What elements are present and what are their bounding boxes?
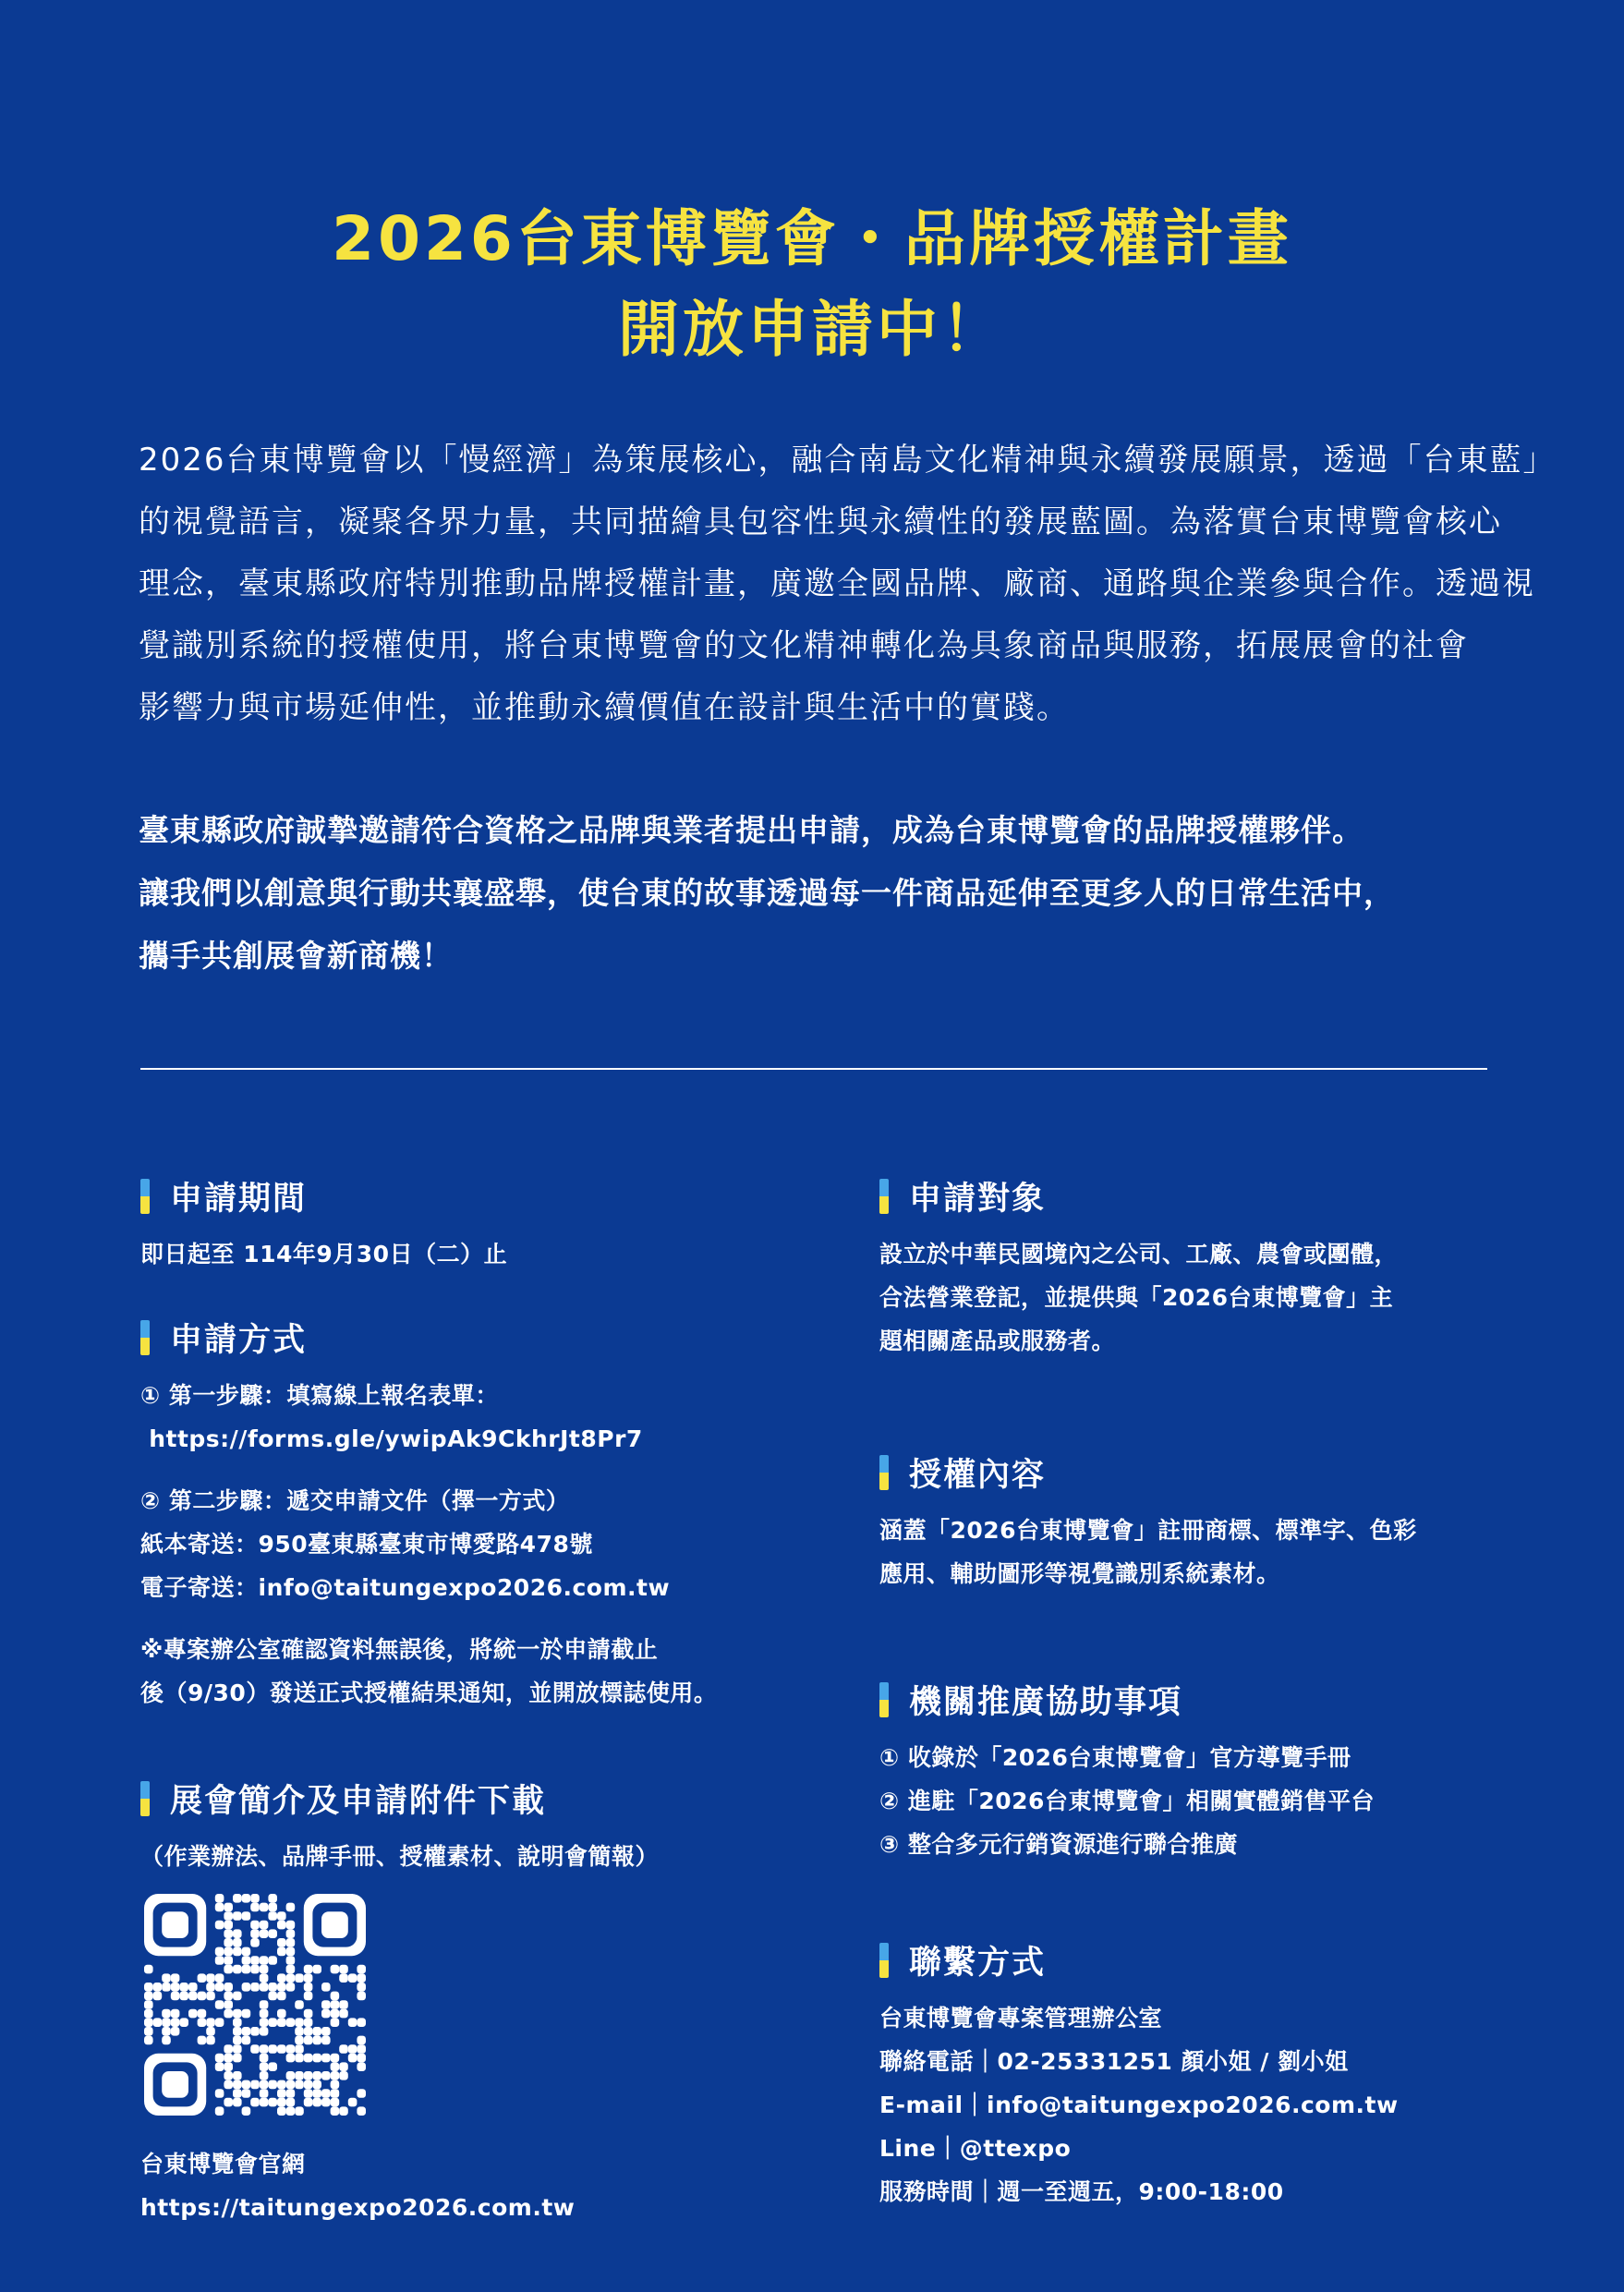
- invite-line: 攜手共創展會新商機！: [139, 938, 453, 974]
- site-label: 台東博覽會官網: [140, 2151, 306, 2177]
- step2-label: ② 第二步驟：遞交申請文件（擇一方式）: [140, 1487, 570, 1514]
- section-period: [140, 1173, 507, 1276]
- section-marker-icon: [879, 1943, 889, 1978]
- license-line: 應用、輔助圖形等視覺識別系統素材。: [879, 1560, 1280, 1587]
- section-marker-icon: [140, 1781, 150, 1816]
- section-title: 申請方式: [170, 1322, 308, 1359]
- section-marker-icon: [140, 1320, 150, 1355]
- section-title: 展會簡介及申請附件下載: [170, 1783, 547, 1820]
- title-line-2: 開放申請中！: [618, 294, 1006, 365]
- contact-hours: 服務時間｜週一至週五，9:00-18:00: [879, 2178, 1284, 2205]
- step2-mail: 紙本寄送：950臺東縣臺東市博愛路478號: [140, 1531, 593, 1558]
- intro-line: 覺識別系統的授權使用，將台東博覽會的文化精神轉化為具象商品與服務，拓展展會的社會: [139, 627, 1469, 664]
- support-line: ① 收錄於「2026台東博覽會」官方導覽手冊: [879, 1744, 1351, 1771]
- step2-email-link[interactable]: 電子寄送：info@taitungexpo2026.com.tw: [140, 1574, 671, 1601]
- note-line: ※專案辦公室確認資料無誤後，將統一於申請截止: [140, 1636, 659, 1663]
- contact-phone: 聯絡電話｜02-25331251 顏小姐 / 劉小姐: [879, 2048, 1349, 2075]
- section-method: [140, 1315, 717, 1715]
- target-line: 設立於中華民國境內之公司、工廠、農會或團體，: [879, 1241, 1399, 1267]
- section-title: 機關推廣協助事項: [909, 1684, 1183, 1721]
- target-line: 題相關產品或服務者。: [879, 1328, 1116, 1354]
- section-marker-icon: [879, 1682, 889, 1717]
- intro-line: 理念，臺東縣政府特別推動品牌授權計畫，廣邀全國品牌、廠商、通路與企業參與合作。透過視: [139, 565, 1535, 602]
- page-title: [0, 194, 1624, 375]
- license-line: 涵蓋「2026台東博覽會」註冊商標、標準字、色彩: [879, 1517, 1417, 1544]
- section-contact: [879, 1937, 1399, 2213]
- step1-label: ① 第一步驟：填寫線上報名表單：: [140, 1382, 499, 1409]
- download-subtitle: （作業辦法、品牌手冊、授權素材、說明會簡報）: [140, 1843, 660, 1870]
- step1-url-link[interactable]: https://forms.gle/ywipAk9CkhrJt8Pr7: [140, 1425, 643, 1452]
- section-title: 申請對象: [909, 1181, 1047, 1218]
- note-line: 後（9/30）發送正式授權結果通知，並開放標誌使用。: [140, 1680, 718, 1706]
- section-title: 聯繫方式: [909, 1945, 1047, 1982]
- intro-line: 影響力與市場延伸性，並推動永續價值在設計與生活中的實踐。: [139, 689, 1070, 726]
- title-line-1: 2026台東博覽會・品牌授權計畫: [332, 203, 1292, 274]
- section-license: [879, 1449, 1417, 1595]
- section-website: [140, 2142, 575, 2229]
- section-marker-icon: [879, 1179, 889, 1214]
- section-marker-icon: [879, 1455, 889, 1490]
- invite-paragraph: [139, 799, 1497, 988]
- invite-line: 讓我們以創意與行動共襄盛舉，使台東的故事透過每一件商品延伸至更多人的日常生活中，: [139, 875, 1395, 911]
- support-line: ② 進駐「2026台東博覽會」相關實體銷售平台: [879, 1788, 1375, 1814]
- intro-line: 的視覺語言，凝聚各界力量，共同描繪具包容性與永續性的發展藍圖。為落實台東博覽會核心: [139, 503, 1502, 540]
- site-url-link[interactable]: https://taitungexpo2026.com.tw: [140, 2194, 576, 2221]
- target-line: 合法營業登記，並提供與「2026台東博覽會」主: [879, 1284, 1394, 1311]
- section-download: [140, 1776, 659, 1878]
- section-title: 申請期間: [170, 1181, 308, 1218]
- section-support: [879, 1677, 1375, 1866]
- section-marker-icon: [140, 1179, 150, 1214]
- intro-paragraph: [139, 430, 1557, 739]
- period-text: 即日起至 114年9月30日（二）止: [140, 1241, 508, 1267]
- intro-line: 2026台東博覽會以「慢經濟」為策展核心，融合南島文化精神與永續發展願景，透過「台東藍」: [139, 442, 1557, 479]
- support-line: ③ 整合多元行銷資源進行聯合推廣: [879, 1831, 1238, 1858]
- qr-code-icon[interactable]: [144, 1894, 366, 2116]
- contact-office: 台東博覽會專案管理辦公室: [879, 2005, 1163, 2031]
- section-title: 授權內容: [909, 1457, 1047, 1494]
- section-target: [879, 1173, 1398, 1363]
- contact-email-link[interactable]: E-mail｜info@taitungexpo2026.com.tw: [879, 2092, 1399, 2118]
- contact-line-id: Line｜@ttexpo: [879, 2135, 1072, 2162]
- invite-line: 臺東縣政府誠摯邀請符合資格之品牌與業者提出申請，成為台東博覽會的品牌授權夥伴。: [139, 812, 1363, 848]
- divider-line: [140, 1068, 1487, 1070]
